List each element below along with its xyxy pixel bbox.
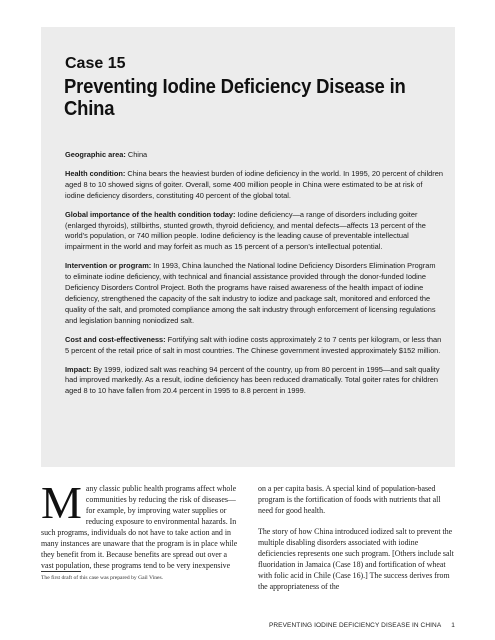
- body-paragraph: on a per capita basis. A special kind of population-based program is the fortification of foods with nutrients that all need for good health.: [258, 484, 441, 515]
- running-footer-title: PREVENTING IODINE DEFICIENCY DISEASE IN CHINA: [268, 622, 442, 629]
- page-number: 1: [451, 622, 455, 629]
- summary-label: Geographic area:: [65, 150, 126, 159]
- summary-label: Impact:: [65, 364, 92, 374]
- summary-impact: [65, 365, 443, 398]
- body-column-right: [258, 483, 455, 602]
- drop-cap: M: [41, 477, 82, 528]
- page-title: Preventing Iodine Deficiency Disease in China: [64, 75, 406, 120]
- summary-text: Fortifying salt with iodine costs approximately 2 to 7 cents per kilogram, or less than 5 percent of the retail price of salt in most countries. The Chinese government invested approximately $152 million.: [65, 334, 442, 355]
- footnote-rule: [41, 571, 81, 572]
- footnote: The first draft of this case was prepared by Gail Vines.: [41, 575, 164, 581]
- summary-intervention: [65, 261, 443, 326]
- summary-health-condition: [65, 169, 443, 202]
- summary-text: By 1999, iodized salt was reaching 94 percent of the country, up from 80 percent in 1995—and salt quality had improved markedly. As a result, iodine deficiency has been reduced dramatically. Total goiter rates for children aged 8 to 10 have fallen from 20.4 percent in 1995 to 8.8 percent in 1999.: [65, 364, 440, 396]
- body-paragraph: [41, 477, 238, 571]
- body-paragraph: The story of how China introduced iodized salt to prevent the multiple disabling disorders associated with iodine deficiencies represents one such program. [Others include salt fluoridation in Jamaica (Case 18) and fortification of wheat with folic acid in Chile (Case 16).] The success derives from the appropriateness of the: [258, 527, 454, 591]
- summary-global-importance: [65, 210, 443, 254]
- summary-cost: [65, 335, 443, 357]
- running-footer: [260, 622, 455, 629]
- summary-geographic-area: [65, 150, 443, 161]
- case-summary: [65, 150, 443, 405]
- summary-text: China bears the heaviest burden of iodine deficiency in the world. In 1995, 20 percent of children aged 8 to 10 showed signs of goiter. Overall, some 400 million people in China were estimated to be at risk of iodine deficiency disorders, constituting 40 percent of the global total.: [65, 168, 443, 200]
- summary-label: Intervention or program:: [65, 261, 152, 271]
- summary-label: Health condition:: [65, 168, 126, 178]
- summary-label: Cost and cost-effectiveness:: [65, 334, 166, 344]
- summary-text: China: [125, 150, 148, 159]
- summary-label: Global importance of the health condition today:: [65, 209, 236, 219]
- body-column-left: [41, 477, 238, 581]
- summary-text: In 1993, China launched the National Iodine Deficiency Disorders Elimination Program to eliminate iodine deficiency, with technical and financial assistance provided through the donor-funded Iodine Deficiency Disorders Control Project. Both the programs have raised awareness of the health impact of iodine deficiency, strengthened the capacity of the salt industry to iodize and package salt, monitored and enforced the quality of the salt, and promoted compliance among the salt industry through enforcement of licensing regulations and legislation banning noniodized salt.: [65, 261, 436, 325]
- body-text: any classic public health programs affect whole communities by reducing the risk of diseases—for example, by improving water supplies or reducing exposure to environmental hazards. In such programs, individuals do not have to take action and in many instances are unaware that the program is in place while they benefit from it. Because benefits are spread out over a vast population, these programs tend to be very inexpensive: [41, 484, 238, 570]
- summary-text: Iodine deficiency—a range of disorders including goiter (enlarged thyroids), stillbirths, stunted growth, thyroid deficiency, and mental defects—affects 13 percent of the world’s population, or 740 million people. Iodine deficiency is the leading cause of preventable intellectual impairment in the world and may forfeit as much as 15 percent of a person’s intellectual potential.: [65, 209, 426, 252]
- case-label: Case 15: [65, 55, 126, 72]
